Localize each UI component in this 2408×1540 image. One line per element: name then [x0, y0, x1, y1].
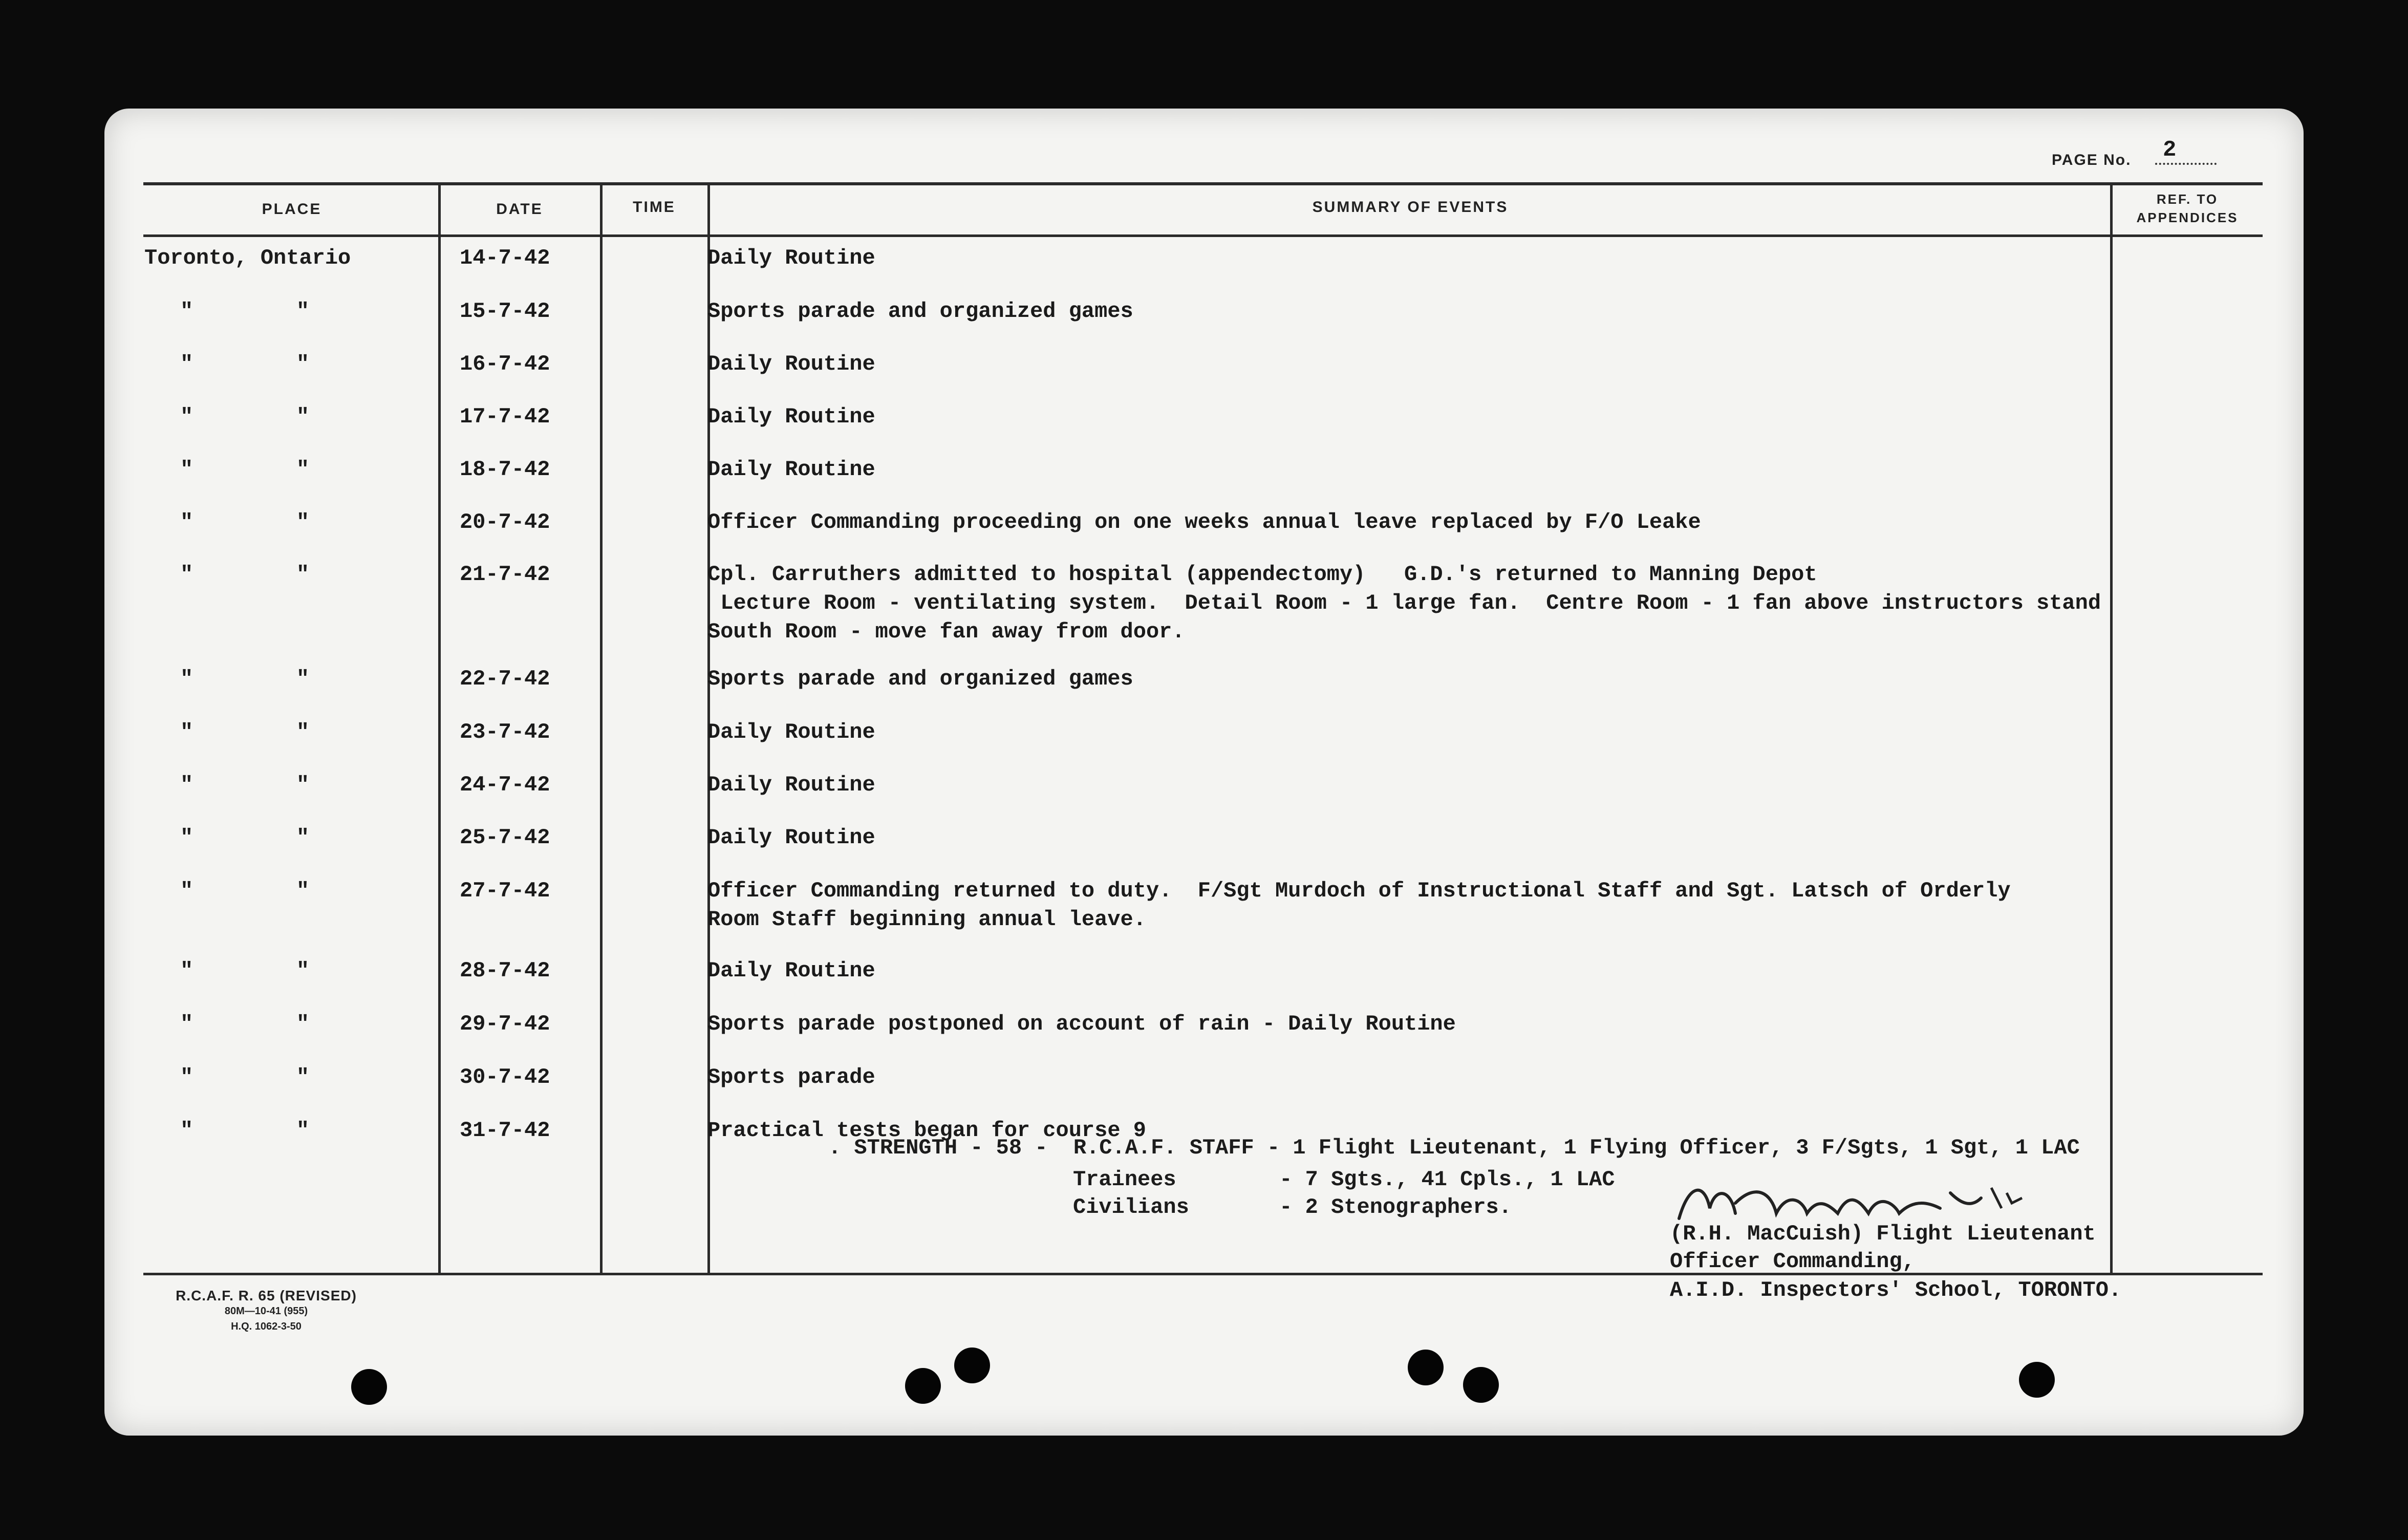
header-time: TIME: [633, 199, 676, 216]
place-ditto-cell: " ": [180, 773, 310, 797]
header-date: DATE: [496, 201, 543, 218]
page-number-label: PAGE No.: [2052, 152, 2132, 168]
date-cell: 17-7-42: [460, 404, 550, 429]
event-line: Cpl. Carruthers admitted to hospital (appendectomy) G.D.'s returned to Manning Depot: [707, 562, 1817, 587]
header-ref-line2: APPENDICES: [2136, 210, 2239, 225]
summary-ref-divider: [2110, 184, 2113, 1275]
event-line: Officer Commanding returned to duty. F/Sgt Murdoch of Instructional Staff and Sgt. Latsch of Orderly: [707, 879, 2011, 903]
place-ditto-cell: " ": [180, 1118, 310, 1143]
form-print-line-2: H.Q. 1062-3-50: [231, 1321, 302, 1332]
place-ditto-cell: " ": [180, 510, 310, 534]
strength-line-1: . STRENGTH - 58 - R.C.A.F. STAFF - 1 Flight Lieutenant, 1 Flying Officer, 3 F/Sgts, 1 Sgt, 1 LAC: [828, 1136, 2080, 1160]
event-line: Daily Routine: [707, 825, 875, 850]
strength-line-3: Civilians - 2 Stenographers.: [1073, 1195, 1512, 1220]
place-cell: Toronto, Ontario: [144, 246, 351, 270]
event-line: Room Staff beginning annual leave.: [707, 907, 1146, 932]
page-number-value: 2: [2163, 137, 2177, 163]
event-line: Sports parade: [707, 1065, 875, 1089]
punch-hole: [905, 1368, 941, 1404]
punch-hole: [351, 1369, 387, 1405]
date-cell: 25-7-42: [460, 825, 550, 850]
place-ditto-cell: " ": [180, 299, 310, 324]
event-line: Practical tests began for course 9: [707, 1118, 1146, 1143]
date-cell: 24-7-42: [460, 773, 550, 797]
place-ditto-cell: " ": [180, 958, 310, 983]
date-cell: 23-7-42: [460, 720, 550, 744]
date-cell: 21-7-42: [460, 562, 550, 587]
punch-hole: [1408, 1350, 1444, 1385]
header-place: PLACE: [262, 201, 322, 218]
strength-line-2: Trainees - 7 Sgts., 41 Cpls., 1 LAC: [1073, 1167, 1615, 1192]
date-cell: 28-7-42: [460, 958, 550, 983]
place-ditto-cell: " ": [180, 667, 310, 691]
place-ditto-cell: " ": [180, 404, 310, 429]
place-ditto-cell: " ": [180, 720, 310, 744]
bottom-rule: [143, 1273, 2263, 1275]
header-ref-line1: REF. TO: [2156, 191, 2219, 207]
event-line: South Room - move fan away from door.: [707, 619, 1185, 644]
date-cell: 27-7-42: [460, 879, 550, 903]
date-cell: 20-7-42: [460, 510, 550, 534]
event-line: Daily Routine: [707, 246, 875, 270]
signatory-title: Officer Commanding,: [1670, 1249, 1915, 1274]
date-cell: 31-7-42: [460, 1118, 550, 1143]
form-code-block: [154, 1288, 379, 1334]
place-ditto-cell: " ": [180, 879, 310, 903]
event-line: Daily Routine: [707, 720, 875, 744]
event-line: Daily Routine: [707, 404, 875, 429]
place-ditto-cell: " ": [180, 352, 310, 376]
form-code: R.C.A.F. R. 65 (REVISED): [176, 1288, 357, 1303]
date-cell: 14-7-42: [460, 246, 550, 270]
place-ditto-cell: " ": [180, 1012, 310, 1036]
place-ditto-cell: " ": [180, 457, 310, 482]
event-line: Daily Routine: [707, 773, 875, 797]
signatory-unit: A.I.D. Inspectors' School, TORONTO.: [1670, 1278, 2122, 1302]
date-time-divider: [600, 184, 603, 1275]
top-rule: [143, 182, 2263, 185]
punch-hole: [954, 1348, 990, 1383]
event-line: Daily Routine: [707, 457, 875, 482]
page-number-dots: [2155, 163, 2217, 165]
date-cell: 29-7-42: [460, 1012, 550, 1036]
event-line: Officer Commanding proceeding on one weeks annual leave replaced by F/O Leake: [707, 510, 1701, 534]
event-line: Sports parade postponed on account of rain - Daily Routine: [707, 1012, 1456, 1036]
event-line: Sports parade and organized games: [707, 667, 1133, 691]
signatory-name: (R.H. MacCuish) Flight Lieutenant: [1670, 1222, 2096, 1246]
date-cell: 30-7-42: [460, 1065, 550, 1089]
header-summary: SUMMARY OF EVENTS: [1312, 199, 1509, 216]
place-ditto-cell: " ": [180, 1065, 310, 1089]
place-ditto-cell: " ": [180, 562, 310, 587]
date-cell: 15-7-42: [460, 299, 550, 324]
form-print-line-1: 80M—10-41 (955): [224, 1306, 308, 1317]
event-line: Sports parade and organized games: [707, 299, 1133, 324]
punch-hole: [1463, 1367, 1499, 1403]
header-rule: [143, 234, 2263, 237]
date-cell: 18-7-42: [460, 457, 550, 482]
punch-hole: [2019, 1362, 2055, 1398]
place-date-divider: [438, 184, 441, 1275]
event-line: Lecture Room - ventilating system. Detail Room - 1 large fan. Centre Room - 1 fan above instructors stand: [707, 591, 2101, 615]
date-cell: 16-7-42: [460, 352, 550, 376]
event-line: Daily Routine: [707, 958, 875, 983]
event-line: Daily Routine: [707, 352, 875, 376]
date-cell: 22-7-42: [460, 667, 550, 691]
place-ditto-cell: " ": [180, 825, 310, 850]
